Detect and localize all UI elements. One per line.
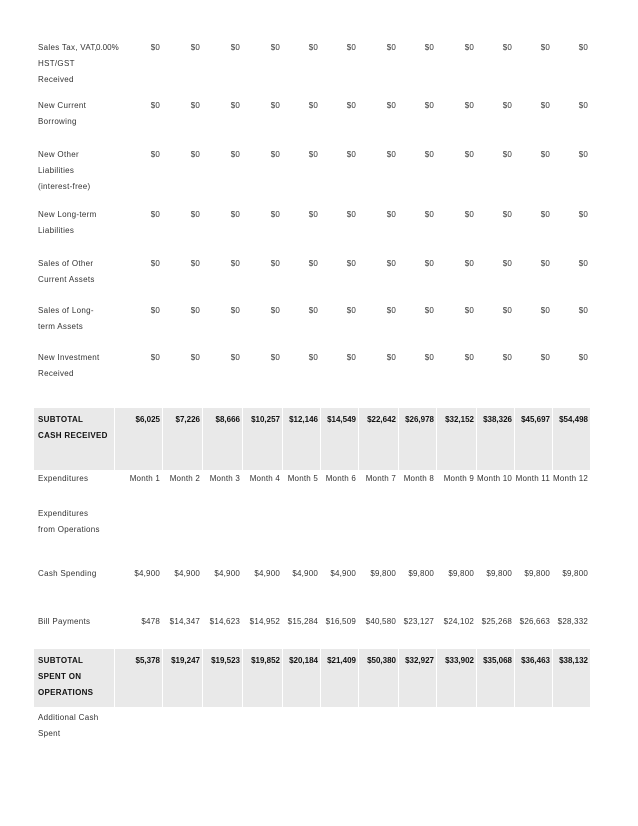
- row-label: New Investment Received: [38, 353, 100, 378]
- table-cell: $40,580: [365, 617, 396, 626]
- column-divider: [202, 408, 203, 470]
- table-cell: $0: [578, 150, 588, 159]
- table-cell: $0: [308, 306, 318, 315]
- column-divider: [514, 408, 515, 470]
- table-cell: $9,800: [448, 569, 474, 578]
- table-cell: $0: [386, 101, 396, 110]
- table-cell: $0: [150, 353, 160, 362]
- table-cell: $0: [346, 150, 356, 159]
- table-cell: $19,852: [251, 656, 280, 665]
- table-cell: $0: [424, 101, 434, 110]
- table-cell: $0: [464, 101, 474, 110]
- table-cell: $26,978: [405, 415, 434, 424]
- table-cell: $19,247: [171, 656, 200, 665]
- table-cell: $0: [308, 101, 318, 110]
- table-cell: $0: [346, 306, 356, 315]
- row-label: Cash Spending: [38, 569, 97, 578]
- table-cell: $4,900: [174, 569, 200, 578]
- row-label: Sales of Long-term Assets: [38, 306, 94, 331]
- table-cell: $0: [424, 43, 434, 52]
- table-cell: $0: [386, 210, 396, 219]
- table-cell: $9,800: [562, 569, 588, 578]
- table-cell: $45,697: [521, 415, 550, 424]
- table-cell: $33,902: [445, 656, 474, 665]
- column-divider: [162, 649, 163, 707]
- table-row: [34, 98, 590, 126]
- table-cell: $0: [230, 306, 240, 315]
- row-label: Additional Cash Spent: [38, 713, 99, 738]
- table-cell: $0: [578, 306, 588, 315]
- table-cell: $0: [502, 210, 512, 219]
- table-cell: $38,326: [483, 415, 512, 424]
- table-cell: $0: [346, 259, 356, 268]
- row-label: SUBTOTAL CASH RECEIVED: [38, 415, 108, 440]
- table-cell: Month 9: [443, 474, 474, 483]
- table-cell: $8,666: [215, 415, 240, 424]
- table-cell: $0: [464, 150, 474, 159]
- table-cell: $0: [346, 43, 356, 52]
- table-row: [34, 256, 590, 284]
- table-cell: $0: [464, 210, 474, 219]
- table-cell: $0: [502, 306, 512, 315]
- table-cell: $50,380: [367, 656, 396, 665]
- table-cell: $14,347: [169, 617, 200, 626]
- table-cell: $0: [150, 43, 160, 52]
- column-divider: [320, 649, 321, 707]
- table-cell: $0: [424, 150, 434, 159]
- table-cell: $28,332: [557, 617, 588, 626]
- column-divider: [202, 649, 203, 707]
- table-cell: $0: [540, 306, 550, 315]
- table-cell: $0: [502, 101, 512, 110]
- table-cell: $0: [150, 101, 160, 110]
- table-cell: $0: [540, 210, 550, 219]
- table-cell: $20,184: [289, 656, 318, 665]
- table-cell: $0: [230, 210, 240, 219]
- table-row: [34, 303, 590, 331]
- table-cell: $0: [230, 259, 240, 268]
- table-cell: $35,068: [483, 656, 512, 665]
- table-cell: $0: [308, 210, 318, 219]
- table-cell: $0: [270, 259, 280, 268]
- column-divider: [436, 649, 437, 707]
- column-divider: [282, 649, 283, 707]
- row-label: Sales Tax, VAT, HST/GST Received: [38, 43, 98, 84]
- table-cell: $0: [308, 259, 318, 268]
- table-cell: $32,152: [445, 415, 474, 424]
- table-cell: $0: [464, 259, 474, 268]
- table-cell: $26,663: [519, 617, 550, 626]
- row-label: Expenditures: [38, 474, 89, 483]
- table-cell: $0: [386, 43, 396, 52]
- row-label: New Other Liabilities (interest-free): [38, 150, 91, 191]
- row-label: SUBTOTAL SPENT ON OPERATIONS: [38, 656, 94, 697]
- table-cell: $0: [502, 43, 512, 52]
- table-cell: $0: [270, 306, 280, 315]
- column-divider: [398, 408, 399, 470]
- table-cell: $9,800: [486, 569, 512, 578]
- table-cell: $0: [270, 353, 280, 362]
- column-divider: [242, 408, 243, 470]
- table-cell: $0: [386, 353, 396, 362]
- table-cell: $0: [386, 306, 396, 315]
- column-divider: [398, 649, 399, 707]
- table-row: [34, 207, 590, 235]
- column-divider: [514, 649, 515, 707]
- table-cell: $0: [270, 101, 280, 110]
- column-divider: [320, 408, 321, 470]
- column-divider: [114, 408, 115, 470]
- table-cell: $5,378: [135, 656, 160, 665]
- table-cell: $9,800: [408, 569, 434, 578]
- tax-rate: 0.00%: [96, 43, 119, 52]
- table-cell: Month 6: [325, 474, 356, 483]
- subtotal-row: [34, 649, 590, 707]
- table-cell: Month 2: [169, 474, 200, 483]
- table-cell: $0: [502, 259, 512, 268]
- table-cell: $7,226: [175, 415, 200, 424]
- table-cell: $0: [190, 210, 200, 219]
- table-cell: $0: [230, 150, 240, 159]
- table-cell: $0: [502, 150, 512, 159]
- table-cell: Month 3: [209, 474, 240, 483]
- table-cell: $14,952: [249, 617, 280, 626]
- table-cell: $0: [346, 353, 356, 362]
- table-cell: Month 7: [365, 474, 396, 483]
- table-cell: $4,900: [214, 569, 240, 578]
- table-cell: $4,900: [254, 569, 280, 578]
- table-cell: $0: [464, 306, 474, 315]
- table-cell: $0: [150, 259, 160, 268]
- row-label: Expenditures from Operations: [38, 509, 100, 534]
- table-cell: $0: [190, 259, 200, 268]
- table-cell: $478: [141, 617, 160, 626]
- table-cell: $21,409: [327, 656, 356, 665]
- table-cell: $15,284: [287, 617, 318, 626]
- table-cell: $4,900: [134, 569, 160, 578]
- table-row: [34, 147, 590, 191]
- table-cell: $0: [386, 259, 396, 268]
- table-cell: $0: [346, 101, 356, 110]
- table-cell: $0: [502, 353, 512, 362]
- table-cell: $6,025: [135, 415, 160, 424]
- table-cell: $0: [230, 353, 240, 362]
- table-cell: $4,900: [330, 569, 356, 578]
- column-divider: [476, 649, 477, 707]
- column-divider: [358, 408, 359, 470]
- table-cell: $0: [308, 353, 318, 362]
- table-cell: $24,102: [443, 617, 474, 626]
- table-cell: $9,800: [370, 569, 396, 578]
- table-cell: $0: [578, 259, 588, 268]
- table-cell: Month 12: [553, 474, 588, 483]
- table-cell: $0: [540, 43, 550, 52]
- table-cell: $23,127: [403, 617, 434, 626]
- table-cell: $0: [190, 43, 200, 52]
- table-cell: $14,549: [327, 415, 356, 424]
- column-divider: [552, 408, 553, 470]
- table-cell: $4,900: [292, 569, 318, 578]
- table-cell: Month 11: [515, 474, 550, 483]
- table-cell: $0: [230, 43, 240, 52]
- table-cell: $0: [424, 259, 434, 268]
- table-cell: $0: [346, 210, 356, 219]
- table-cell: Month 5: [287, 474, 318, 483]
- table-cell: $0: [578, 210, 588, 219]
- row-label: Sales of Other Current Assets: [38, 259, 95, 284]
- table-cell: $12,146: [289, 415, 318, 424]
- table-cell: $0: [190, 353, 200, 362]
- table-cell: $0: [190, 101, 200, 110]
- table-row: [34, 506, 590, 534]
- table-cell: $0: [190, 150, 200, 159]
- table-cell: $0: [540, 150, 550, 159]
- table-cell: Month 8: [403, 474, 434, 483]
- table-cell: $0: [464, 353, 474, 362]
- column-divider: [282, 408, 283, 470]
- table-cell: $10,257: [251, 415, 280, 424]
- table-cell: $0: [150, 306, 160, 315]
- table-cell: $0: [230, 101, 240, 110]
- column-divider: [114, 649, 115, 707]
- table-cell: $0: [578, 353, 588, 362]
- table-cell: Month 4: [249, 474, 280, 483]
- table-cell: $0: [308, 150, 318, 159]
- table-cell: $22,642: [367, 415, 396, 424]
- table-cell: Month 1: [129, 474, 160, 483]
- table-cell: $38,132: [559, 656, 588, 665]
- table-cell: $0: [540, 259, 550, 268]
- table-cell: $0: [424, 210, 434, 219]
- table-cell: $32,927: [405, 656, 434, 665]
- table-cell: $25,268: [481, 617, 512, 626]
- table-row: [34, 471, 590, 491]
- table-cell: $0: [540, 101, 550, 110]
- row-label: New Long-term Liabilities: [38, 210, 97, 235]
- table-cell: $16,509: [325, 617, 356, 626]
- column-divider: [242, 649, 243, 707]
- table-cell: $36,463: [521, 656, 550, 665]
- table-cell: $0: [578, 101, 588, 110]
- table-row: [34, 710, 590, 738]
- column-divider: [162, 408, 163, 470]
- column-divider: [436, 408, 437, 470]
- table-cell: $0: [386, 150, 396, 159]
- column-divider: [358, 649, 359, 707]
- table-cell: $0: [270, 210, 280, 219]
- table-row: [34, 566, 590, 586]
- table-cell: $0: [424, 306, 434, 315]
- table-cell: $9,800: [524, 569, 550, 578]
- table-cell: $54,498: [559, 415, 588, 424]
- table-row: [34, 350, 590, 378]
- column-divider: [476, 408, 477, 470]
- table-cell: $0: [150, 150, 160, 159]
- subtotal-row: [34, 408, 590, 470]
- column-divider: [552, 649, 553, 707]
- table-cell: $0: [270, 43, 280, 52]
- row-label: New Current Borrowing: [38, 101, 87, 126]
- table-cell: $0: [540, 353, 550, 362]
- table-cell: $0: [578, 43, 588, 52]
- row-label: Bill Payments: [38, 617, 91, 626]
- table-cell: $19,523: [211, 656, 240, 665]
- table-cell: $0: [270, 150, 280, 159]
- table-row: [34, 614, 590, 634]
- table-cell: $0: [308, 43, 318, 52]
- table-cell: $0: [190, 306, 200, 315]
- table-cell: $0: [424, 353, 434, 362]
- table-cell: $14,623: [209, 617, 240, 626]
- table-cell: $0: [464, 43, 474, 52]
- table-cell: $0: [150, 210, 160, 219]
- table-row: [34, 40, 590, 84]
- table-cell: Month 10: [477, 474, 512, 483]
